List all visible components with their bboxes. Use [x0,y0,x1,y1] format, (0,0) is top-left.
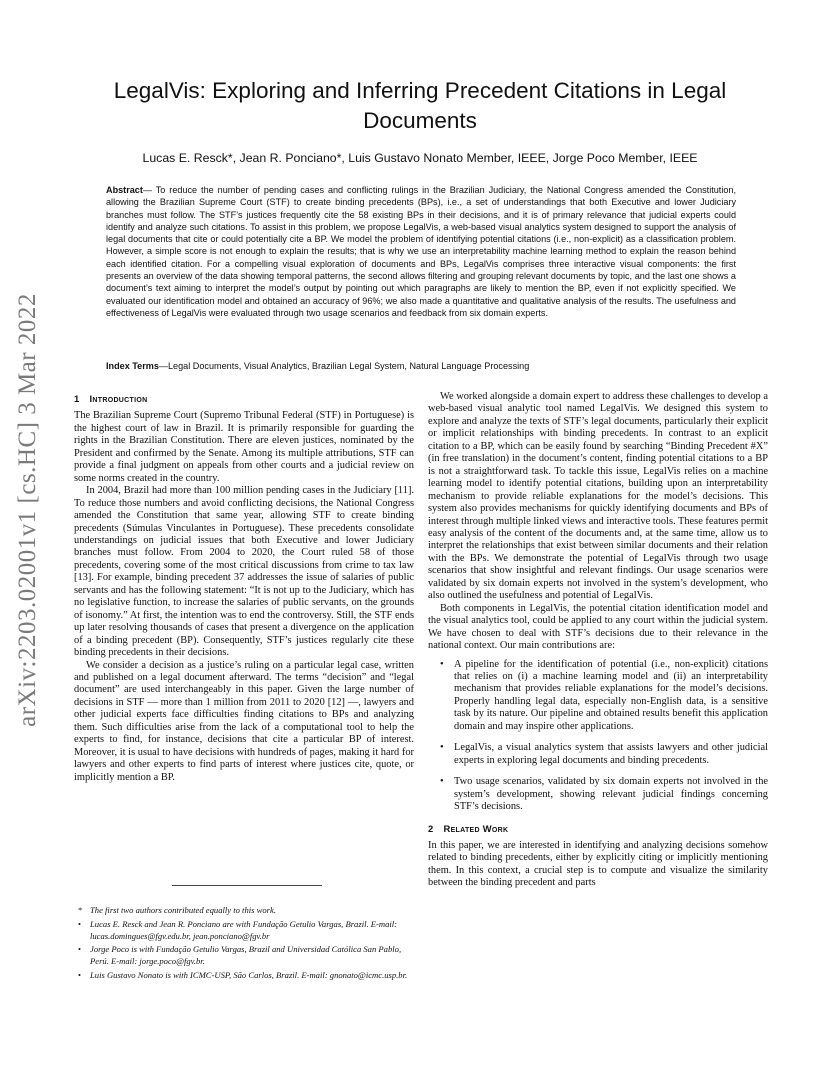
footnote-text: The first two authors contributed equally to this work. [90,905,276,915]
intro-paragraph: Both components in LegalVis, the potential citation identification model and the visual analytics tool, could be applied to any court within the judicial system. We have chosen to deal with STF’s decisions due to their relevance in the national context. Our main contributions are: [428,602,768,652]
intro-paragraph: We worked alongside a domain expert to address these challenges to develop a web-based visual analytic tool named LegalVis. We designed this system to explore and analyze the texts of STF’s legal documents, particularly their explicit or implicit relationships with binding precedents. In contrast to an explicit citation to a BP, which can be easily found by searching “Binding Precedent #X” (in free translation) in the document’s content, finding potential citations to a BP is not a straightforward task. To tackle this issue, LegalVis relies on a machine learning model to identify potential citations, building upon an interpretability mechanism to provide reliable explanations for the model’s decisions. This system also provides mechanisms for quickly identifying documents and BPs of interest through multiple linked views and interactive tools. These features permit easy analysis of the content of the documents and, at the same time, allow us to interpret the relationships that exist between similar documents and their relation with the BPs. We demonstrate the potential of LegalVis through two usage scenarios that show insightful and relevant findings. Our usage scenarios were validated by six domain experts not involved in the system’s development, who also outlined the usefulness and potential of LegalVis. [428,391,769,602]
footnote [80,970,410,982]
section-title: Related Work [443,822,509,834]
footnote-text: Jorge Poco is with Fundação Getulio Vargas, Brazil and Universidad Católica San Pablo, Perú. E-mail: jorge.poco@fgv.br. [90,944,402,967]
section-heading-related-work [428,823,768,835]
right-column [428,391,768,890]
contribution-item: • LegalVis, a visual analytics system that assists lawyers and other judicial experts in exploring legal documents and binding precedents. [454,742,768,767]
footnote-divider [172,885,322,886]
abstract [106,184,736,319]
contribution-item: • A pipeline for the identification of potential (i.e., non-explicit) citations that relies on (i) a machine learning model and (ii) an interpretability mechanism that provides reliable explanations for the model’s decisions. Properly handling legal data, especially non-English data, is a sensitive task by its nature. Our pipeline and obtained results benefit this application domain and may inspire other applications. [454,659,768,734]
section-heading-introduction [74,393,414,405]
arxiv-identifier-text: arXiv:2203.02001v1 [cs.HC] 3 Mar 2022 [14,293,42,727]
footnotes [80,905,410,984]
footnote [80,905,410,917]
related-work-paragraph: In this paper, we are interested in identifying and analyzing decisions somehow related to binding precedents, either by explicitly citing or implicitly mentioning them. In this context, a crucial step is to compute and visualize the similarity between the binding precedent and parts [428,839,768,889]
index-terms-label: Index Terms [106,361,159,371]
index-terms-text: —Legal Documents, Visual Analytics, Brazilian Legal System, Natural Language Processing [158,361,530,371]
section-number: 2 [428,822,434,834]
author-list: Lucas E. Resck*, Jean R. Ponciano*, Luis Gustavo Nonato Member, IEEE, Jorge Poco Member, IEEE [142,151,698,165]
footnote [80,919,410,943]
footnote-text: Luis Gustavo Nonato is with ICMC-USP, São Carlos, Brazil. E-mail: gnonato@icmc.usp.br. [90,969,408,980]
index-terms [106,360,736,372]
left-column [74,393,414,784]
section-title: Introduction [89,393,148,404]
footnote-text: Lucas E. Resck and Jean R. Ponciano are with Fundação Getulio Vargas, Brazil. E-mail: lucas.domingues@fgv.edu.br, jean.ponciano@fgv.br [90,918,398,941]
arxiv-identifier-stamp [8,290,48,730]
intro-paragraph: We consider a decision as a justice’s ruling on a particular legal case, written and published on a legal document afterward. The terms “decision” and “legal document” are used interchangeably in this paper. Given the large number of decisions in STF — more than 1 million from 2011 to 2020 [12] —, lawyers and other judicial experts face difficulties finding citations to BPs and analyzing them. Such difficulties arise from the lack of a computational tool to help the experts to find, for instance, decisions that cite a particular BP of interest. Moreover, it is usual to have decisions with hundreds of pages, making it hard for lawyers and other experts to find parts of interest where justices cite, quote, or implicitly mention a BP. [74,659,414,783]
intro-paragraph: The Brazilian Supreme Court (Supremo Tribunal Federal (STF) in Portuguese) is the highest court of law in Brazil. It is primarily responsible for guarding the rights in the Brazilian Constitution. There are eleven justices, nominated by the President and confirmed by the Senate. Among its multiple attributions, STF can provide a final judgment on appeals from other courts and a judicial review on some norms created in the country. [74,410,414,484]
footnote-marker: * [78,905,83,915]
contributions-list [428,659,768,814]
footnote-marker: • [78,969,82,980]
footnote-marker: • [78,918,82,929]
paper-title: LegalVis: Exploring and Inferring Precedent Citations in Legal Documents [113,78,727,133]
intro-paragraph: In 2004, Brazil had more than 100 million pending cases in the Judiciary [11]. To reduce those numbers and avoid conflicting decisions, the National Congress amended the Constitution that same year, allowing STF to create binding precedents (Súmulas Vinculantes in Portuguese). These precedents consolidate understandings on judicial issues that both Executive and lower Judiciary branches must follow. From 2004 to 2020, the Court ruled 58 of those precedents, covering some of the most critical discussions from crime to tax law [13]. For example, binding precedent 37 addresses the issue of salaries of public servants and has the following statement: “It is not up to the Judiciary, which has no legislative function, to increase the salaries of public servants, on the grounds of isonomy.” At first, the intention was to end the controversy. Still, the STF ends up later resolving thousands of cases that present a divergence on the application of a binding precedent (BP). Consequently, STF’s justices regularly cite these binding precedents in their decisions. [74,485,414,659]
section-number: 1 [74,393,80,404]
abstract-text: — To reduce the number of pending cases and conflicting rulings in the Brazilian Judiciary, the National Congress amended the Constitution, allowing the Brazilian Supreme Court (STF) to create binding precedents (BPs), i.e., a set of understandings that both Executive and lower Judiciary branches must follow. The STF’s justices frequently cite the 58 existing BPs in their decisions, and it is of primary relevance that judicial experts could identify and analyze such citations. To assist in this problem, we propose LegalVis, a web-based visual analytics system designed to support the analysis of legal documents that cite or could potentially cite a BP. We model the problem of identifying potential citations (i.e., non-explicit) as a classification problem. However, a simple score is not enough to explain the results; that is why we use an interpretability machine learning method to explain the reason behind each identified citation. For a compelling visual exploration of documents and BPs, LegalVis comprises three interactive visual components: the first presents an overview of the data showing temporal patterns, the second allows filtering and grouping relevant documents by topic, and the last one shows a document’s text aiming to interpret the model’s output by pointing out which paragraphs are likely to mention the BP, even if not explicitly specified. We evaluated our identification model and obtained an accuracy of 96%; we also made a quantitative and qualitative analysis of the results. The usefulness and effectiveness of LegalVis were evaluated through two usage scenarios and feedback from six domain experts. [106,185,736,318]
abstract-label: Abstract [106,185,143,195]
footnote-marker: • [78,944,82,955]
footnote [80,944,410,968]
contribution-item: • Two usage scenarios, validated by six domain experts not involved in the system’s development, showing relevant judicial findings concerning STF’s decisions. [454,776,768,813]
